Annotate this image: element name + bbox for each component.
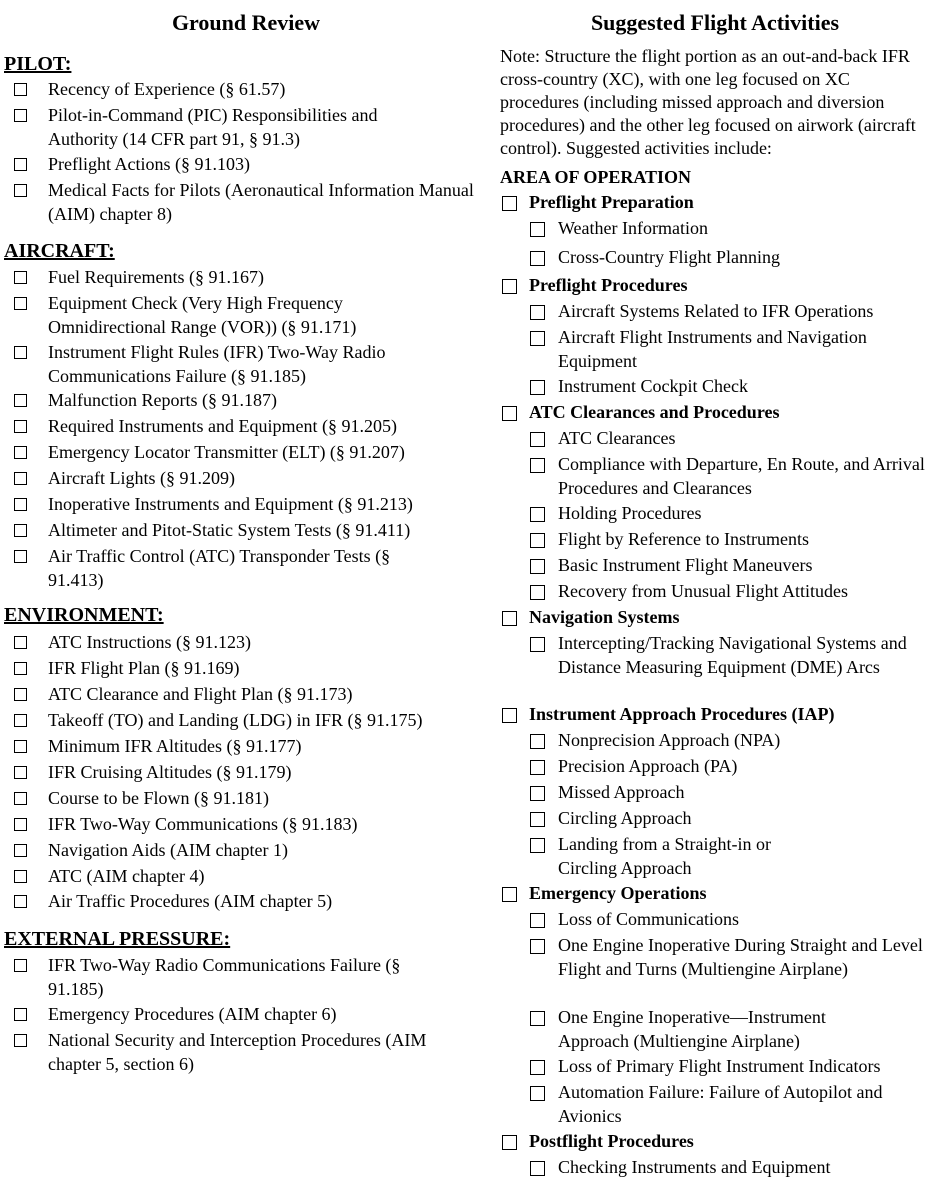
checkbox[interactable] <box>14 844 27 857</box>
area-item[interactable]: Instrument Approach Procedures (IAP) <box>502 702 930 726</box>
checkbox[interactable] <box>14 870 27 883</box>
task-item[interactable]: Nonprecision Approach (NPA) <box>530 728 930 752</box>
checklist-item[interactable]: IFR Cruising Altitudes (§ 91.179) <box>14 760 474 784</box>
area-item[interactable]: Emergency Operations <box>502 881 930 905</box>
checklist-item[interactable]: Malfunction Reports (§ 91.187) <box>14 388 474 412</box>
checkbox[interactable] <box>14 346 27 359</box>
checklist-item[interactable]: ATC (AIM chapter 4) <box>14 864 474 888</box>
checklist-item[interactable]: Medical Facts for Pilots (Aeronautical Information Manual (AIM) chapter 8) <box>14 178 474 226</box>
section-heading-environment: ENVIRONMENT: <box>4 604 164 626</box>
task-item[interactable]: Loss of Communications <box>530 907 930 931</box>
checkbox[interactable] <box>502 196 517 211</box>
checkbox[interactable] <box>14 1008 27 1021</box>
checkbox[interactable] <box>530 1011 545 1026</box>
area-item[interactable]: Preflight Procedures <box>502 273 930 297</box>
checkbox[interactable] <box>14 740 27 753</box>
checkbox[interactable] <box>530 939 545 954</box>
checkbox[interactable] <box>14 688 27 701</box>
section-heading-aircraft: AIRCRAFT: <box>4 240 115 262</box>
task-item[interactable]: Cross-Country Flight Planning <box>530 245 930 269</box>
task-item[interactable]: Missed Approach <box>530 780 930 804</box>
checkbox[interactable] <box>14 766 27 779</box>
checkbox[interactable] <box>14 662 27 675</box>
checkbox[interactable] <box>530 331 545 346</box>
task-item[interactable]: Circling Approach <box>530 806 930 830</box>
checkbox[interactable] <box>530 380 545 395</box>
checkbox[interactable] <box>502 1135 517 1150</box>
checkbox[interactable] <box>530 559 545 574</box>
checkbox[interactable] <box>502 708 517 723</box>
flight-note: Note: Structure the flight portion as an out-and-back IFR cross-country (XC), with one leg focused on XC procedures (including missed approach and diversion procedures) and the other leg focused on airwork (aircraft control). Suggested activities include: <box>500 46 916 158</box>
checkbox[interactable] <box>502 887 517 902</box>
checklist-item[interactable]: Recency of Experience (§ 61.57) <box>14 77 474 101</box>
task-item[interactable]: Aircraft Systems Related to IFR Operations <box>530 299 930 323</box>
section-heading-external-pressure: EXTERNAL PRESSURE: <box>4 928 231 950</box>
checklist-item[interactable]: Preflight Actions (§ 91.103) <box>14 152 474 176</box>
checkbox[interactable] <box>14 959 27 972</box>
checkbox[interactable] <box>530 760 545 775</box>
checkbox[interactable] <box>14 524 27 537</box>
area-of-operation-heading: AREA OF OPERATION <box>500 167 692 187</box>
checklist-item[interactable]: Fuel Requirements (§ 91.167) <box>14 265 474 289</box>
checkbox[interactable] <box>14 271 27 284</box>
checklist-item[interactable]: IFR Two-Way Radio Communications Failure (§ 91.185) <box>14 953 434 1001</box>
task-item[interactable]: Basic Instrument Flight Maneuvers <box>530 553 930 577</box>
task-item[interactable]: Loss of Primary Flight Instrument Indicators <box>530 1054 930 1078</box>
checklist-item[interactable]: IFR Two-Way Communications (§ 91.183) <box>14 812 474 836</box>
checklist-item[interactable]: Course to be Flown (§ 91.181) <box>14 786 474 810</box>
checklist-item[interactable]: Instrument Flight Rules (IFR) Two-Way Radio Communications Failure (§ 91.185) <box>14 340 454 388</box>
task-item[interactable]: ATC Clearances <box>530 426 930 450</box>
area-item[interactable]: Preflight Preparation <box>502 190 930 214</box>
checkbox[interactable] <box>14 792 27 805</box>
checkbox[interactable] <box>14 83 27 96</box>
checkbox[interactable] <box>530 1060 545 1075</box>
area-item[interactable]: Postflight Procedures <box>502 1129 930 1153</box>
checkbox[interactable] <box>14 1034 27 1047</box>
checkbox[interactable] <box>530 734 545 749</box>
task-item[interactable]: One Engine Inoperative—Instrument Approach (Multiengine Airplane) <box>530 1005 890 1053</box>
checkbox[interactable] <box>530 533 545 548</box>
checkbox[interactable] <box>502 611 517 626</box>
checklist-item[interactable]: National Security and Interception Procedures (AIM chapter 5, section 6) <box>14 1028 434 1076</box>
checkbox[interactable] <box>14 818 27 831</box>
checkbox[interactable] <box>14 636 27 649</box>
checklist-item[interactable]: Required Instruments and Equipment (§ 91.205) <box>14 414 474 438</box>
checklist-item[interactable]: IFR Flight Plan (§ 91.169) <box>14 656 474 680</box>
checkbox[interactable] <box>530 432 545 447</box>
checkbox[interactable] <box>14 394 27 407</box>
checklist-item[interactable]: Emergency Procedures (AIM chapter 6) <box>14 1002 474 1026</box>
checkbox[interactable] <box>530 637 545 652</box>
task-item[interactable]: Holding Procedures <box>530 501 930 525</box>
checkbox[interactable] <box>530 786 545 801</box>
checkbox[interactable] <box>530 251 545 266</box>
task-item[interactable]: Landing from a Straight-in or Circling Approach <box>530 832 810 880</box>
checkbox[interactable] <box>14 895 27 908</box>
checkbox[interactable] <box>502 279 517 294</box>
checkbox[interactable] <box>502 406 517 421</box>
checklist-item[interactable]: Altimeter and Pitot-Static System Tests (§ 91.411) <box>14 518 474 542</box>
task-item[interactable]: Compliance with Departure, En Route, and Arrival Procedures and Clearances <box>530 452 930 500</box>
flight-activities-title: Suggested Flight Activities <box>590 10 840 35</box>
checkbox[interactable] <box>14 446 27 459</box>
checkbox[interactable] <box>530 838 545 853</box>
checkbox[interactable] <box>14 714 27 727</box>
task-item[interactable]: Precision Approach (PA) <box>530 754 930 778</box>
ground-review-title: Ground Review <box>171 10 321 35</box>
checklist-item[interactable]: Aircraft Lights (§ 91.209) <box>14 466 474 490</box>
section-heading-pilot: PILOT: <box>4 53 72 75</box>
checkbox[interactable] <box>14 297 27 310</box>
checkbox[interactable] <box>530 812 545 827</box>
checkbox[interactable] <box>14 472 27 485</box>
checklist-item[interactable]: ATC Instructions (§ 91.123) <box>14 630 474 654</box>
task-item[interactable]: Intercepting/Tracking Navigational Systems and Distance Measuring Equipment (DME) Arcs <box>530 631 920 679</box>
checkbox[interactable] <box>530 585 545 600</box>
task-item[interactable]: Instrument Cockpit Check <box>530 374 930 398</box>
checklist-item[interactable]: Air Traffic Procedures (AIM chapter 5) <box>14 889 474 913</box>
task-item[interactable]: Weather Information <box>530 216 930 240</box>
task-item[interactable]: Checking Instruments and Equipment <box>530 1155 930 1179</box>
task-item[interactable]: One Engine Inoperative During Straight and Level Flight and Turns (Multiengine Airplane) <box>530 933 925 981</box>
checkbox[interactable] <box>530 458 545 473</box>
checklist-item[interactable]: Takeoff (TO) and Landing (LDG) in IFR (§ 91.175) <box>14 708 474 732</box>
task-item[interactable]: Automation Failure: Failure of Autopilot and Avionics <box>530 1080 900 1128</box>
checklist-item[interactable]: Inoperative Instruments and Equipment (§ 91.213) <box>14 492 474 516</box>
checkbox[interactable] <box>530 305 545 320</box>
checkbox[interactable] <box>530 222 545 237</box>
checkbox[interactable] <box>14 498 27 511</box>
area-item[interactable]: Navigation Systems <box>502 605 930 629</box>
checklist-item[interactable]: Equipment Check (Very High Frequency Omnidirectional Range (VOR)) (§ 91.171) <box>14 291 414 339</box>
checklist-item[interactable]: Air Traffic Control (ATC) Transponder Tests (§ 91.413) <box>14 544 434 592</box>
task-item[interactable]: Flight by Reference to Instruments <box>530 527 930 551</box>
checkbox[interactable] <box>14 184 27 197</box>
checklist-item[interactable]: Emergency Locator Transmitter (ELT) (§ 91.207) <box>14 440 474 464</box>
checkbox[interactable] <box>530 1161 545 1176</box>
task-item[interactable]: Aircraft Flight Instruments and Navigation Equipment <box>530 325 930 373</box>
area-item[interactable]: ATC Clearances and Procedures <box>502 400 930 424</box>
checkbox[interactable] <box>14 109 27 122</box>
checklist-item[interactable]: Minimum IFR Altitudes (§ 91.177) <box>14 734 474 758</box>
task-item[interactable]: Recovery from Unusual Flight Attitudes <box>530 579 930 603</box>
checkbox[interactable] <box>530 507 545 522</box>
checklist-item[interactable]: Navigation Aids (AIM chapter 1) <box>14 838 474 862</box>
checkbox[interactable] <box>530 1086 545 1101</box>
checklist-item[interactable]: ATC Clearance and Flight Plan (§ 91.173) <box>14 682 474 706</box>
checkbox[interactable] <box>14 420 27 433</box>
checkbox[interactable] <box>14 158 27 171</box>
checkbox[interactable] <box>530 913 545 928</box>
checkbox[interactable] <box>14 550 27 563</box>
checklist-item[interactable]: Pilot-in-Command (PIC) Responsibilities and Authority (14 CFR part 91, § 91.3) <box>14 103 444 151</box>
